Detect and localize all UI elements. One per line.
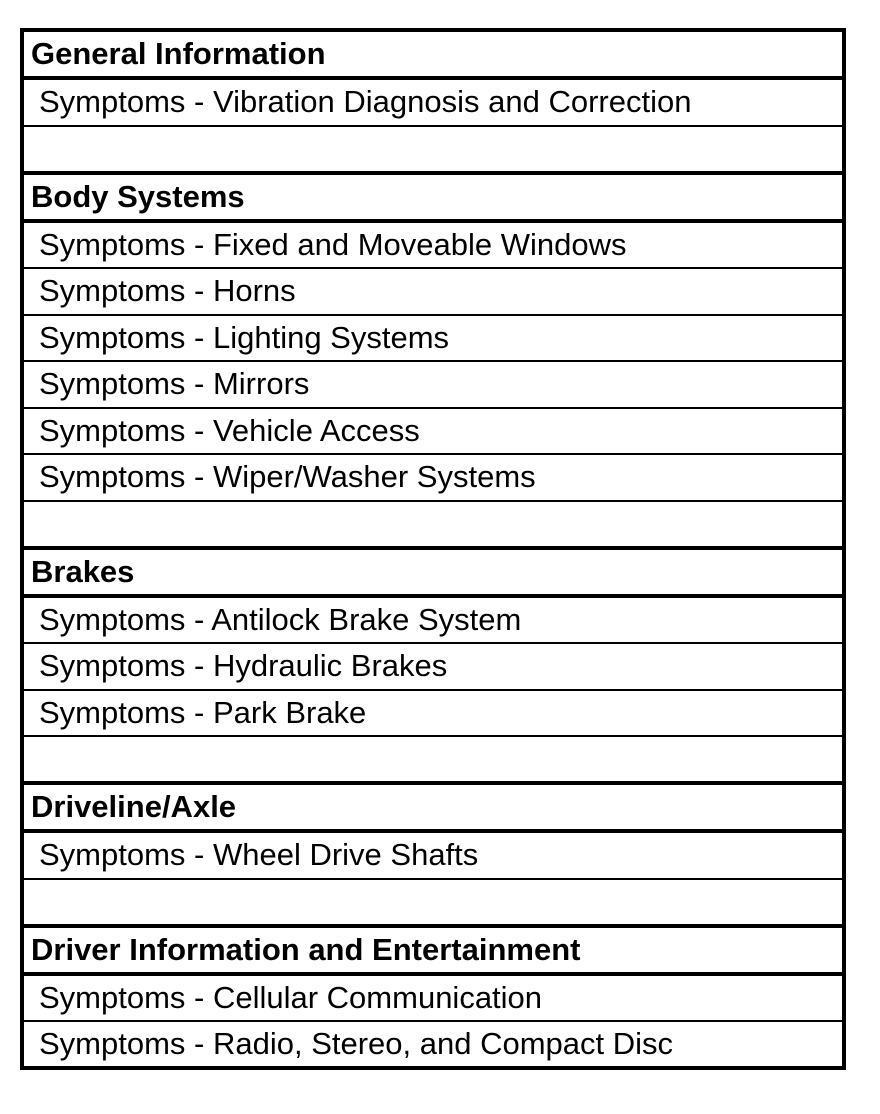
- blank-row: [24, 880, 842, 928]
- symptom-item[interactable]: Symptoms - Cellular Communication: [24, 976, 842, 1023]
- symptom-item[interactable]: Symptoms - Horns: [24, 269, 842, 316]
- symptom-item[interactable]: Symptoms - Vehicle Access: [24, 409, 842, 456]
- section-heading-brakes: Brakes: [24, 550, 842, 598]
- symptom-item[interactable]: Symptoms - Mirrors: [24, 362, 842, 409]
- section-heading-general-information: General Information: [24, 32, 842, 80]
- blank-row: [24, 127, 842, 175]
- symptoms-index-table: [20, 28, 846, 1070]
- section-heading-driver-information-entertainment: Driver Information and Entertainment: [24, 928, 842, 976]
- symptom-item[interactable]: Symptoms - Vibration Diagnosis and Correction: [24, 80, 842, 127]
- section-heading-driveline-axle: Driveline/Axle: [24, 785, 842, 833]
- symptom-item[interactable]: Symptoms - Antilock Brake System: [24, 598, 842, 645]
- symptom-item[interactable]: Symptoms - Radio, Stereo, and Compact Disc: [24, 1022, 842, 1070]
- symptom-item[interactable]: Symptoms - Lighting Systems: [24, 316, 842, 363]
- section-heading-body-systems: Body Systems: [24, 175, 842, 223]
- symptom-item[interactable]: Symptoms - Wheel Drive Shafts: [24, 833, 842, 880]
- blank-row: [24, 737, 842, 785]
- symptom-item[interactable]: Symptoms - Wiper/Washer Systems: [24, 455, 842, 502]
- symptom-item[interactable]: Symptoms - Hydraulic Brakes: [24, 644, 842, 691]
- symptom-item[interactable]: Symptoms - Park Brake: [24, 691, 842, 738]
- blank-row: [24, 502, 842, 550]
- symptom-item[interactable]: Symptoms - Fixed and Moveable Windows: [24, 223, 842, 270]
